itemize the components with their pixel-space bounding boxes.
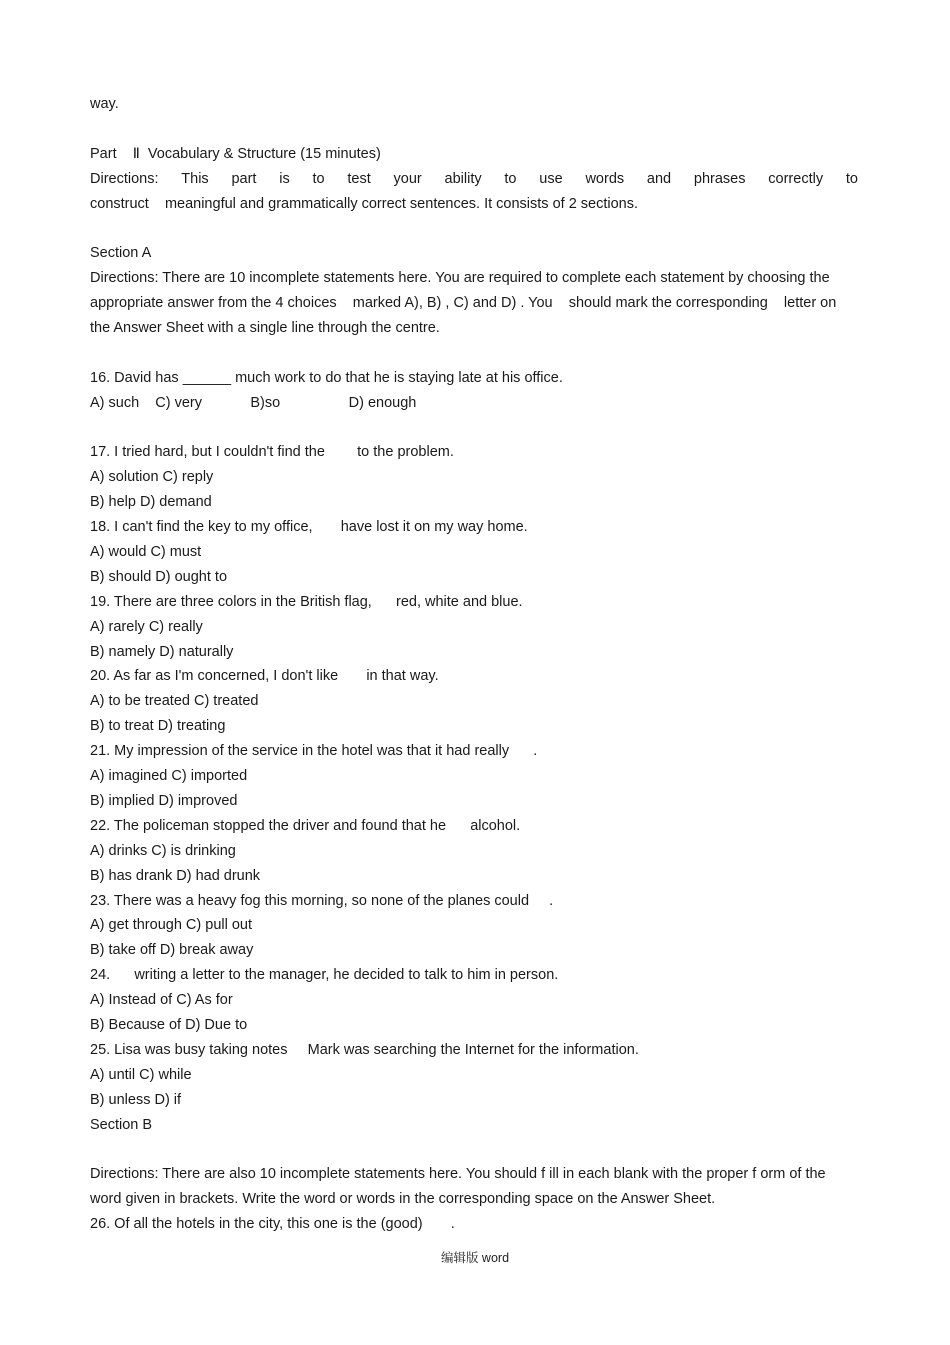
word: to: [845, 170, 858, 187]
word: phrases: [693, 170, 746, 187]
blank-line: [90, 416, 858, 441]
text-line: A) Instead of C) As for: [90, 992, 233, 1009]
text-line: construct meaningful and grammatically correct sentences. It consists of 2 sections.: [90, 195, 639, 212]
blank-line: [90, 341, 858, 366]
text-line: B) take off D) break away: [90, 942, 254, 959]
text-line: word given in brackets. Write the word or words in the corresponding space on the Answer Sheet.: [90, 1191, 716, 1208]
text-line: B) unless D) if: [90, 1091, 182, 1108]
text-line: 21. My impression of the service in the hotel was that it had really .: [90, 743, 538, 760]
text-line: 18. I can't find the key to my office, have lost it on my way home.: [90, 519, 528, 536]
text-line: B) has drank D) had drunk: [90, 867, 261, 884]
word: use: [539, 170, 563, 187]
text-line: B) should D) ought to: [90, 568, 228, 585]
text-line: Section A: [90, 245, 152, 262]
word: your: [393, 170, 422, 187]
text-line: A) until C) while: [90, 1066, 192, 1083]
text-line: A) get through C) pull out: [90, 917, 253, 934]
blank-line: [90, 216, 858, 241]
text-line: Directions: There are also 10 incomplete statements here. You should f ill in each blank with the proper f orm of the: [90, 1166, 826, 1183]
word: correctly: [768, 170, 824, 187]
blank-line: [90, 117, 858, 142]
text-line: 26. Of all the hotels in the city, this one is the (good) .: [90, 1216, 455, 1233]
text-line: A) rarely C) really: [90, 618, 203, 635]
word: This: [181, 170, 209, 187]
text-line: [90, 167, 858, 192]
word: part: [231, 170, 257, 187]
word: to: [312, 170, 325, 187]
text-line: 22. The policeman stopped the driver and found that he alcohol.: [90, 817, 521, 834]
text-line: A) to be treated C) treated: [90, 693, 259, 710]
text-line: 20. As far as I'm concerned, I don't like in that way.: [90, 668, 439, 685]
text-line: appropriate answer from the 4 choices marked A), B) , C) and D) . You should mark the corresponding letter on: [90, 295, 837, 312]
page-footer: 编辑版 word: [440, 1251, 510, 1265]
text-line: A) such C) very B)so D) enough: [90, 394, 417, 411]
text-line: B) help D) demand: [90, 494, 212, 511]
word: ability: [444, 170, 482, 187]
word: and: [646, 170, 672, 187]
word: to: [504, 170, 517, 187]
word: test: [347, 170, 371, 187]
text-line: Section B: [90, 1116, 153, 1133]
text-line: A) would C) must: [90, 544, 202, 561]
text-line: Directions: There are 10 incomplete statements here. You are required to complete each statement by choosing the: [90, 270, 830, 287]
text-line: way.: [90, 96, 119, 112]
text-line: Part Ⅱ Vocabulary & Structure (15 minutes): [90, 145, 381, 162]
text-line: 24. writing a letter to the manager, he decided to talk to him in person.: [90, 967, 559, 984]
text-line: 25. Lisa was busy taking notes Mark was searching the Internet for the information.: [90, 1041, 639, 1058]
document-body: [90, 92, 858, 1237]
blank-line: [90, 1137, 858, 1162]
text-line: B) namely D) naturally: [90, 643, 234, 660]
text-line: A) imagined C) imported: [90, 768, 248, 785]
text-line: B) Because of D) Due to: [90, 1016, 248, 1033]
text-line: 17. I tried hard, but I couldn't find the to the problem.: [90, 444, 454, 461]
text-line: 19. There are three colors in the British flag, red, white and blue.: [90, 593, 523, 610]
text-line: B) to treat D) treating: [90, 718, 226, 735]
text-line: A) drinks C) is drinking: [90, 842, 236, 859]
text-line: the Answer Sheet with a single line through the centre.: [90, 320, 440, 337]
text-line: 23. There was a heavy fog this morning, so none of the planes could .: [90, 892, 554, 909]
word: is: [279, 170, 290, 187]
text-line: B) implied D) improved: [90, 792, 238, 809]
text-line: A) solution C) reply: [90, 469, 214, 486]
word: Directions:: [90, 170, 159, 187]
text-line: 16. David has ______ much work to do that he is staying late at his office.: [90, 369, 563, 386]
word: words: [585, 170, 625, 187]
